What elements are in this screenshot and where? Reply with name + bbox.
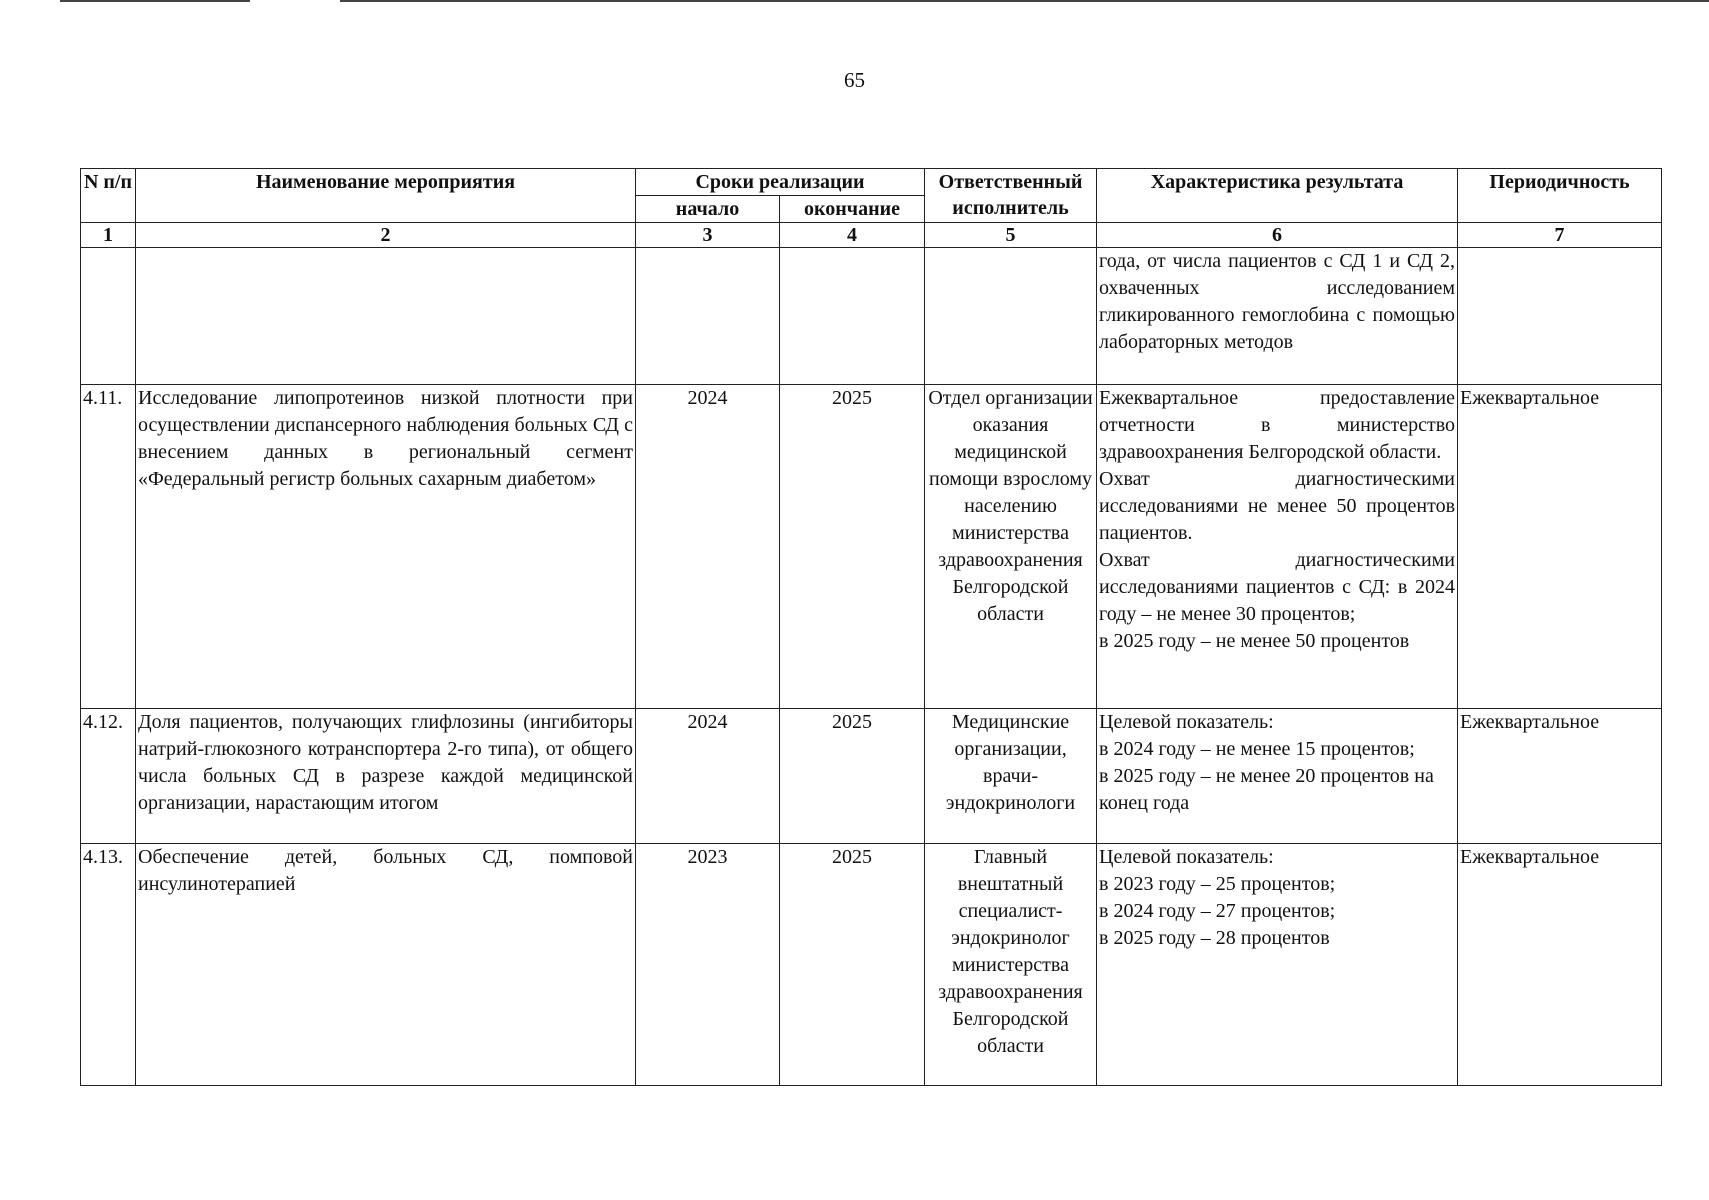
result-line: в 2025 году – не менее 50 процентов [1099,630,1410,652]
cell-start: 2024 [636,385,780,709]
cell-frequency: Ежеквартальное [1458,709,1662,844]
cell-frequency: Ежеквартальное [1458,844,1662,1086]
cell-end [780,248,925,385]
header-name: Наименование мероприятия [136,169,636,223]
header-result: Характеристика результата [1097,169,1458,223]
column-number: 1 [81,223,136,248]
cell-name: Обеспечение детей, больных СД, помповой инсулинотерапией [136,844,636,1086]
table-row-continuation [81,248,1662,385]
cell-num: 4.12. [81,709,136,844]
cell-start [636,248,780,385]
column-number: 6 [1097,223,1458,248]
result-line: в 2024 году – не менее 15 процентов; [1099,738,1415,760]
table-row [81,385,1662,709]
header-frequency: Периодичность [1458,169,1662,223]
page-number: 65 [844,68,865,92]
column-number: 4 [780,223,925,248]
cell-name: Доля пациентов, получающих глифлозины (ингибиторы натрий-глюкозного котранспортера 2-го типа), от общего числа больных СД в разрезе каждой медицинской организации, нарастающим итогом [136,709,636,844]
cell-responsible: Медицинские организации, врачи-эндокринологи [925,709,1097,844]
result-line: Охват диагностическими исследованиями не менее 50 процентов пациентов. [1099,468,1456,544]
top-scan-edge-right [340,0,1709,2]
cell-responsible: Главный внештатный специалист-эндокринолог министерства здравоохранения Белгородской области [925,844,1097,1086]
header-num: N п/п [81,169,136,223]
result-line: Охват диагностическими исследованиями пациентов с СД: в 2024 году – не менее 30 процентов; [1099,549,1456,625]
header-responsible: Ответственный исполнитель [925,169,1097,223]
column-number: 2 [136,223,636,248]
cell-start: 2023 [636,844,780,1086]
cell-result [1097,844,1458,1086]
result-line: Ежеквартальное предоставление отчетности в министерство здравоохранения Белгородской области. [1099,387,1456,463]
header-start: начало [636,196,780,223]
cell-num: 4.11. [81,385,136,709]
cell-result: года, от числа пациентов с СД 1 и СД 2, охваченных исследованием гликированного гемоглобина с помощью лабораторных методов [1097,248,1458,385]
cell-responsible [925,248,1097,385]
cell-name: Исследование липопротеинов низкой плотности при осуществлении диспансерного наблюдения больных СД с внесением данных в региональный сегмент «Федеральный регистр больных сахарным диабетом» [136,385,636,709]
header-end: окончание [780,196,925,223]
column-number: 3 [636,223,780,248]
result-line: Целевой показатель: [1099,846,1274,868]
column-number: 5 [925,223,1097,248]
table-row [81,844,1662,1086]
cell-frequency [1458,248,1662,385]
result-line: в 2024 году – 27 процентов; [1099,900,1336,922]
cell-result [1097,385,1458,709]
cell-start: 2024 [636,709,780,844]
measures-table [80,168,1662,1086]
cell-result [1097,709,1458,844]
column-number-row [81,223,1662,248]
result-line: в 2023 году – 25 процентов; [1099,873,1336,895]
cell-end: 2025 [780,385,925,709]
cell-frequency: Ежеквартальное [1458,385,1662,709]
column-number: 7 [1458,223,1662,248]
cell-responsible: Отдел организации оказания медицинской помощи взрослому населению министерства здравоохранения Белгородской области [925,385,1097,709]
header-row [81,169,1662,196]
table-row [81,709,1662,844]
cell-num [81,248,136,385]
cell-end: 2025 [780,844,925,1086]
result-line: в 2025 году – не менее 20 процентов на конец года [1099,765,1434,814]
result-line: Целевой показатель: [1099,711,1274,733]
cell-name [136,248,636,385]
cell-num: 4.13. [81,844,136,1086]
top-scan-edge-left [60,0,250,2]
cell-end: 2025 [780,709,925,844]
result-line: в 2025 году – 28 процентов [1099,927,1330,949]
header-period: Сроки реализации [636,169,925,196]
